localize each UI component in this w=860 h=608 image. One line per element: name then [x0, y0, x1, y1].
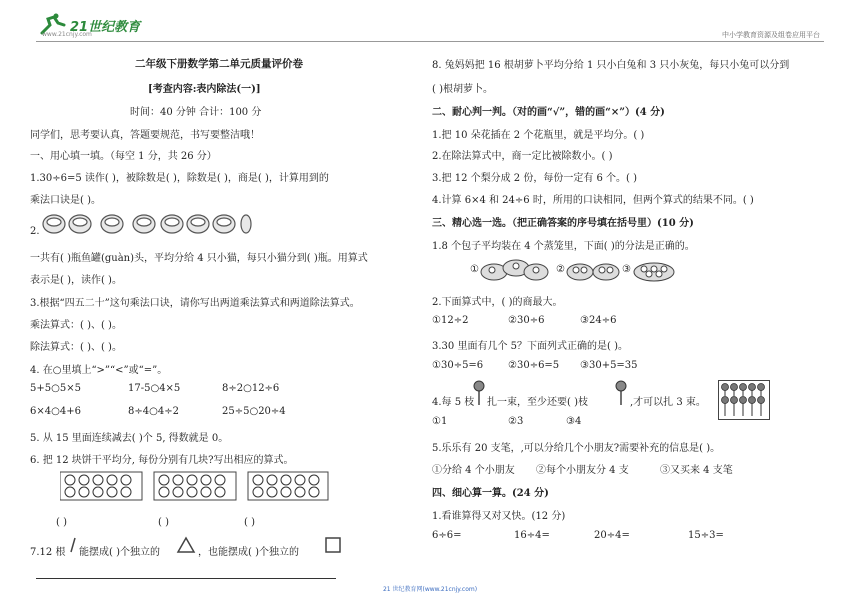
judge-item: 3.把 12 个梨分成 2 份，每份一定有 6 个。( )	[432, 173, 638, 184]
q6-blank: ( )	[244, 517, 255, 528]
page-title: 二年级下册数学第二单元质量评价卷	[135, 58, 303, 70]
fish-can-icon	[241, 215, 251, 233]
fish-can-icon	[187, 215, 209, 233]
q4-item: 6×4○4+6	[30, 406, 81, 417]
q4-item: 17-5○4×5	[128, 383, 181, 394]
q6: 6. 把 12 块饼干平均分, 每份分别有几块?写出相应的算式。	[30, 455, 294, 466]
option-marker: ③	[622, 264, 631, 275]
footer-text[interactable]: 21 世纪教育网(www.21cnjy.com)	[382, 586, 478, 593]
choice-option: ①分给 4 个小朋友	[432, 465, 515, 476]
fish-can-icon	[161, 215, 183, 233]
q1-line1: 1.30÷6=5 读作( )，被除数是( )，除数是( )，商是( )，计算用到的	[30, 173, 329, 184]
q6-blank: ( )	[158, 517, 169, 528]
section2-heading: 二、耐心判一判。（对的画“√”，错的画“×”）(4 分)	[432, 107, 665, 118]
steamer-option3-icon	[632, 254, 682, 284]
calc-item: 20÷4=	[594, 530, 630, 541]
choice-option: ①30÷5=6	[432, 360, 484, 371]
q7-part3: ，也能摆成( )个独立的	[198, 547, 299, 558]
choice-option: ①1	[432, 416, 448, 427]
choice-q3: 3.30 里面有几个 5？下面列式正确的是( )。	[432, 341, 628, 352]
fish-can-icon	[101, 215, 123, 233]
header-divider	[36, 41, 824, 42]
choice-option: ②30÷6	[508, 315, 545, 326]
choice-option: ③24÷6	[580, 315, 617, 326]
choice-option: ③4	[566, 416, 582, 427]
section1-heading: 一、用心填一填。（每空 1 分，共 26 分）	[30, 151, 217, 162]
steamer-option2-icon	[566, 254, 622, 284]
logo-url: www.21cnjy.com	[42, 31, 92, 38]
judge-item: 2.在除法算式中，商一定比被除数小。( )	[432, 151, 613, 162]
q4-item: 5+5○5×5	[30, 383, 81, 394]
q4: 4. 在○里填上“>”“<”或“=”。	[30, 365, 168, 376]
q5: 5. 从 15 里面连续减去( )个 5, 得数就是 0。	[30, 433, 229, 444]
fish-can-icon	[213, 215, 235, 233]
steamer-option1-icon	[480, 254, 550, 284]
q3: 3.根据“四五二十”这句乘法口诀，请你写出两道乘法算式和两道除法算式。	[30, 298, 360, 309]
q2-line2: 表示是( )，读作( )。	[30, 275, 122, 286]
q7-part1: 7.12 根	[30, 547, 66, 558]
header-right-text: 中小学教育资源及组卷应用平台	[722, 31, 820, 39]
calc-item: 15÷3=	[688, 530, 724, 541]
q3-division: 除法算式：( )、( )。	[30, 342, 122, 353]
q1-line2: 乘法口诀是( )。	[30, 195, 101, 206]
choice-option: ②每个小朋友分 4 支	[536, 465, 629, 476]
q8-line1: 8. 兔妈妈把 16 根胡萝卜平均分给 1 只小白兔和 3 只小灰兔，每只小兔可以分到	[432, 60, 790, 71]
calc-item: 6÷6=	[432, 530, 462, 541]
q2-label: 2.	[30, 226, 40, 237]
q3-multiplication: 乘法算式：( )、( )。	[30, 320, 122, 331]
calc-item: 16÷4=	[514, 530, 550, 541]
choice-q4-part1: 4.每 5 枝	[432, 397, 475, 408]
section4-heading: 四、细心算一算。(24 分)	[432, 488, 549, 499]
section3-heading: 三、精心选一选。（把正确答案的序号填在括号里）(10 分)	[432, 218, 694, 229]
square-icon	[324, 536, 342, 554]
choice-q2: 2.下面算式中，( )的商最大。	[432, 297, 563, 308]
fish-cans-figure	[42, 212, 252, 236]
choice-option: ②30÷6=5	[508, 360, 560, 371]
greeting: 同学们，思考要认真，答题要规范，书写要整洁哦！	[30, 130, 260, 141]
footer-divider	[36, 578, 336, 579]
q4-item: 8÷4○4÷2	[128, 406, 179, 417]
q7-part2: 能摆成( )个独立的	[79, 547, 160, 558]
biscuit-trays-figure	[60, 471, 330, 501]
calc-q1: 1.看谁算得又对又快。(12 分)	[432, 511, 566, 522]
flower-bunch-icon	[718, 380, 770, 420]
flower-icon	[614, 380, 628, 406]
choice-option: ③30+5=35	[580, 360, 638, 371]
choice-q1: 1.8 个包子平均装在 4 个蒸笼里，下面( )的分法是正确的。	[432, 241, 695, 252]
triangle-icon	[176, 536, 196, 554]
q2-line1: 一共有( )瓶鱼罐(guàn)头，平均分给 4 只小猫，每只小猫分到( )瓶。用算式	[30, 253, 368, 264]
q4-item: 8÷2○12÷6	[222, 383, 280, 394]
option-marker: ②	[556, 264, 565, 275]
fish-can-icon	[133, 215, 155, 233]
option-marker: ①	[470, 264, 479, 275]
flower-icon	[472, 380, 486, 406]
judge-item: 1.把 10 朵花插在 2 个花瓶里，就是平均分。( )	[432, 130, 645, 141]
choice-option: ③又买来 4 支笔	[660, 465, 733, 476]
q8-line2: ( )根胡萝卜。	[432, 84, 493, 95]
stick-icon	[68, 536, 78, 554]
choice-q4-part2: 扎一束，至少还要( )枝	[487, 397, 588, 408]
choice-option: ①12÷2	[432, 315, 469, 326]
fish-can-icon	[43, 215, 65, 233]
fish-can-icon	[69, 215, 91, 233]
judge-item: 4.计算 6×4 和 24÷6 时，所用的口诀相同，但两个算式的结果不同。( )	[432, 195, 754, 206]
exam-time: 时间：40 分钟 合计：100 分	[130, 107, 262, 118]
page-subtitle: [考查内容:表内除法(一)]	[148, 84, 261, 95]
choice-q5: 5.乐乐有 20 支笔，,可以分给几个小朋友?需要补充的信息是( )。	[432, 443, 721, 454]
logo-text: 21世纪教育	[70, 19, 141, 35]
choice-q4-part3: ,才可以扎 3 束。	[630, 397, 706, 408]
q4-item: 25÷5○20÷4	[222, 406, 286, 417]
q6-blank: ( )	[56, 517, 67, 528]
choice-option: ②3	[508, 416, 524, 427]
